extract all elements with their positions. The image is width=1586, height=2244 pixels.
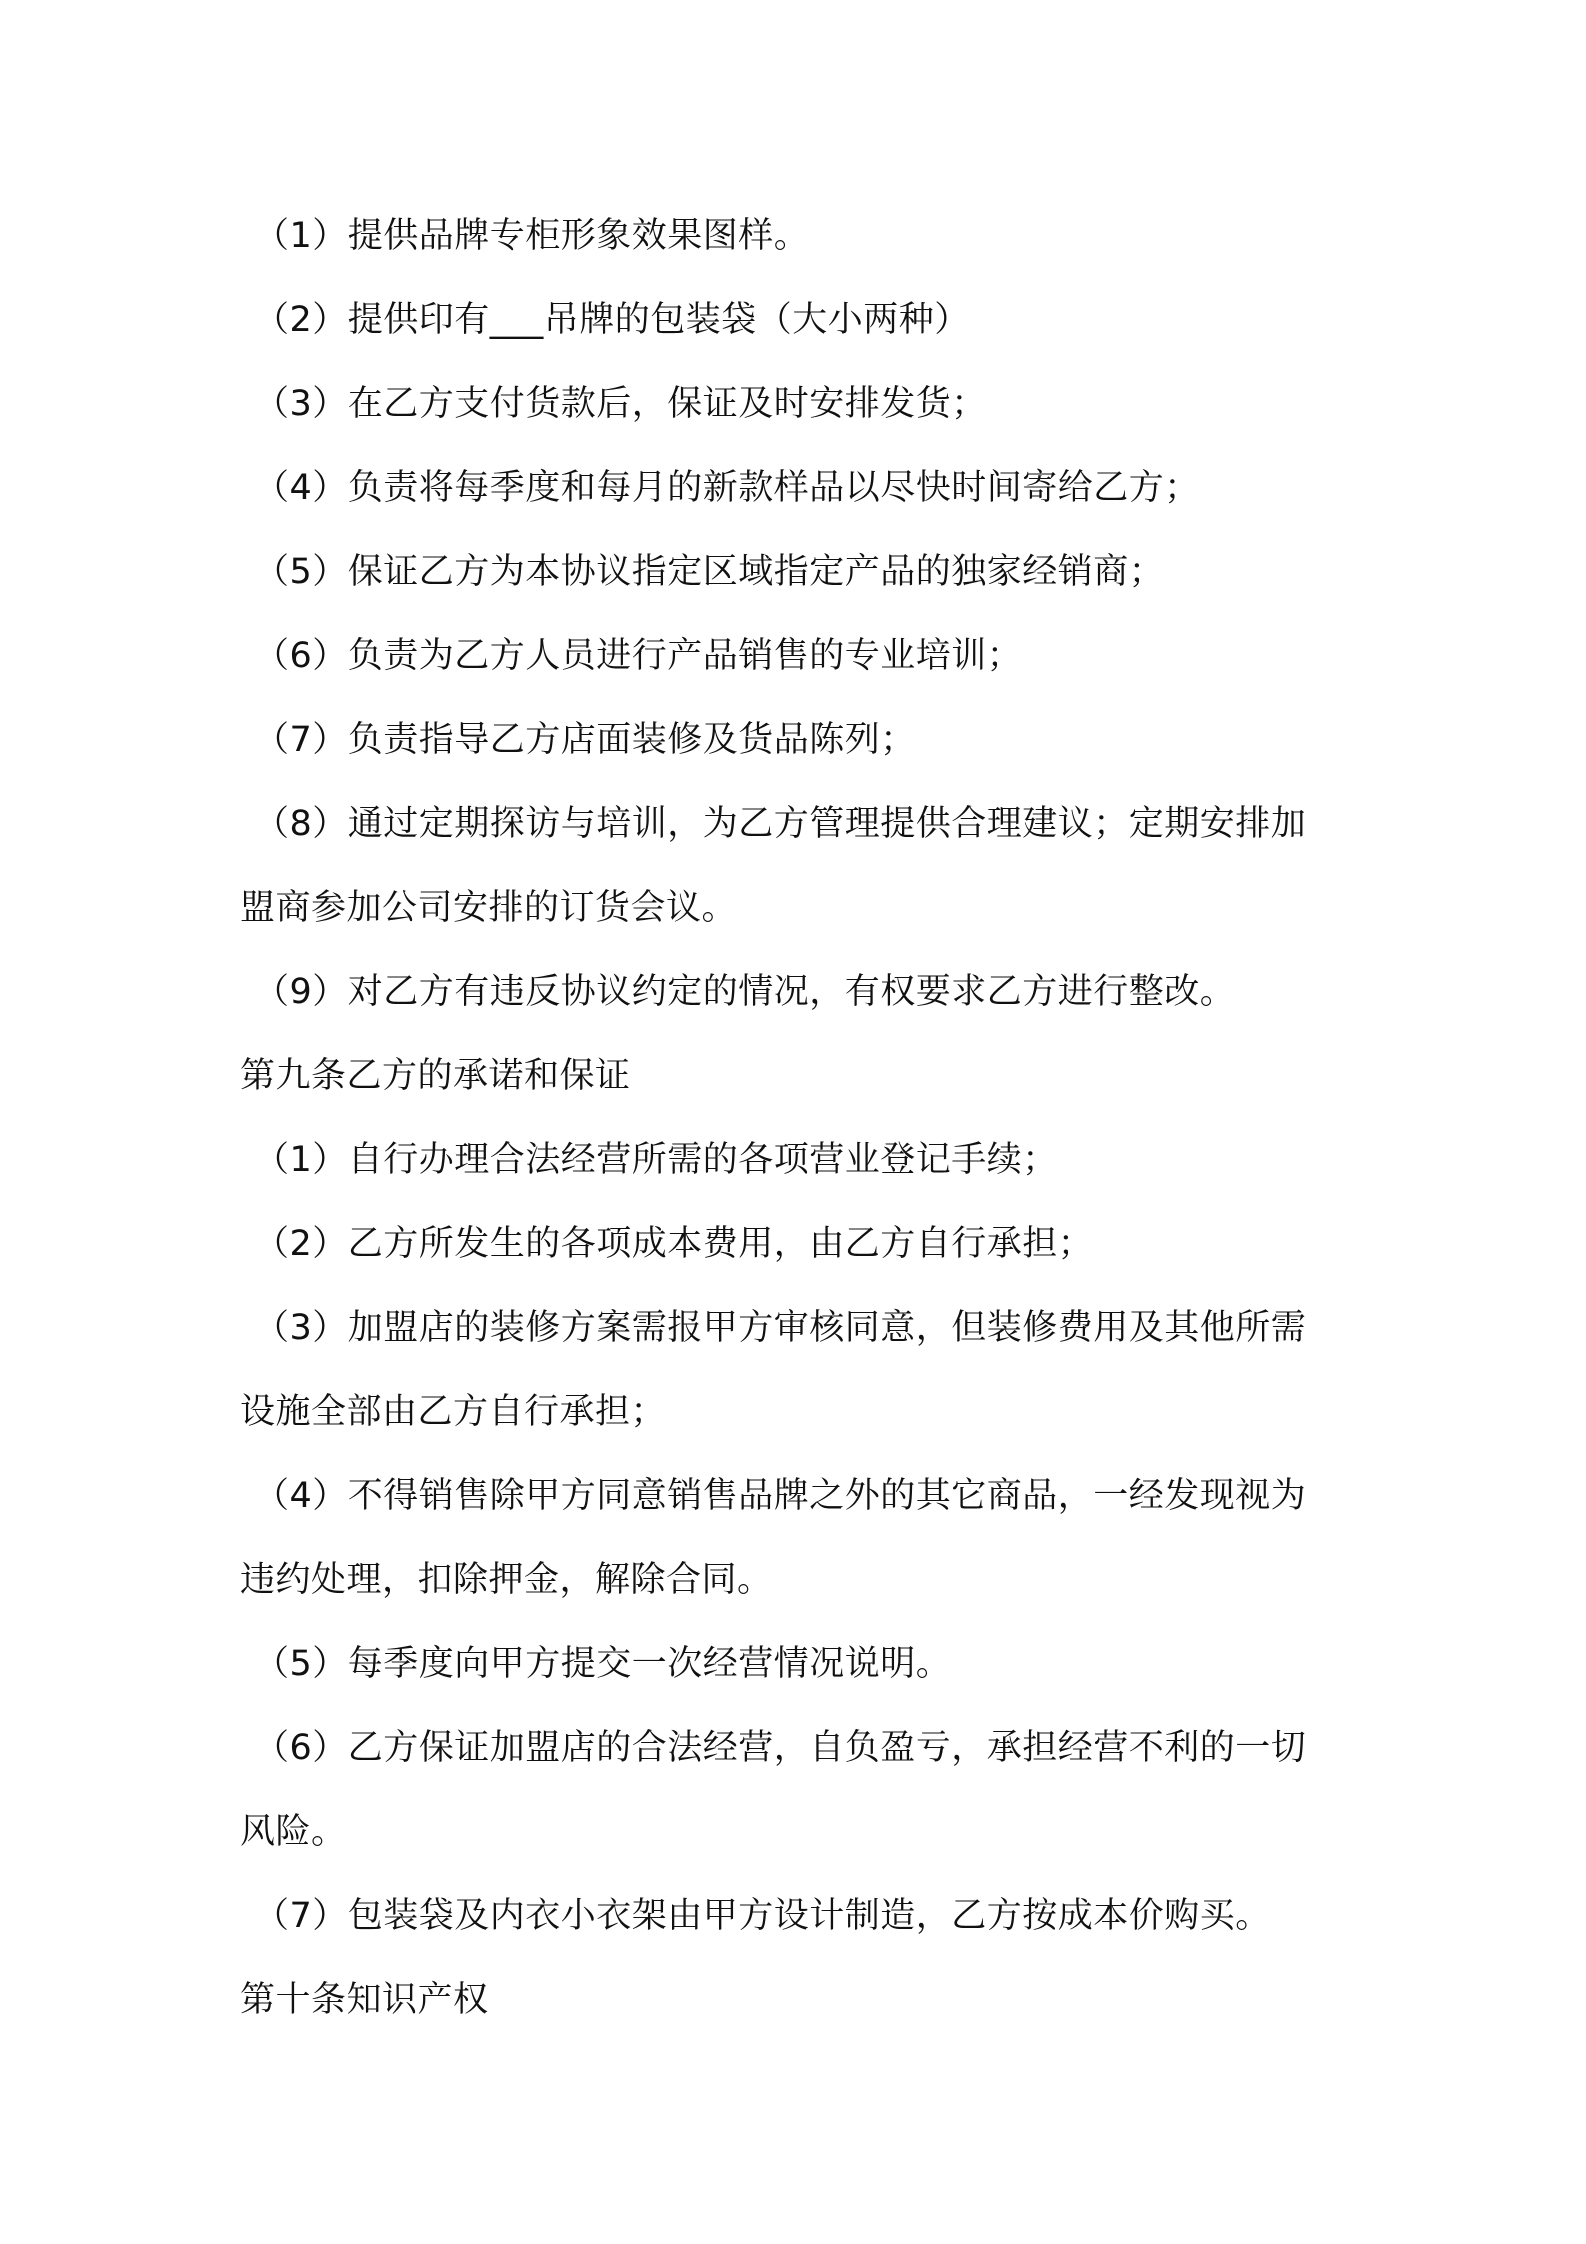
item-5	[240, 530, 1360, 614]
item-5-text: （5）保证乙方为本协议指定区域指定产品的独家经销商；	[254, 552, 1165, 592]
section-9-heading: 第九条乙方的承诺和保证	[240, 1056, 631, 1096]
item-6	[240, 614, 1360, 698]
item-2	[240, 278, 1360, 362]
item-3	[240, 362, 1360, 446]
s9-item-6-text: （6）乙方保证加盟店的合法经营，自负盈亏，承担经营不利的一切	[254, 1728, 1307, 1768]
item-9	[240, 950, 1360, 1034]
item-1	[240, 194, 1360, 278]
s9-item-5	[240, 1622, 1360, 1706]
document-body	[240, 194, 1360, 2042]
item-9-text: （9）对乙方有违反协议约定的情况，有权要求乙方进行整改。	[254, 972, 1236, 1012]
s9-item-2-text: （2）乙方所发生的各项成本费用，由乙方自行承担；	[254, 1224, 1094, 1264]
item-4	[240, 446, 1360, 530]
s9-item-7	[240, 1874, 1360, 1958]
item-6-text: （6）负责为乙方人员进行产品销售的专业培训；	[254, 636, 1023, 676]
s9-item-3-text-cont: 设施全部由乙方自行承担；	[240, 1392, 667, 1432]
item-7-text: （7）负责指导乙方店面装修及货品陈列；	[254, 720, 916, 760]
s9-item-4	[240, 1454, 1360, 1622]
item-8-text-cont: 盟商参加公司安排的订货会议。	[240, 888, 738, 928]
s9-item-6	[240, 1706, 1360, 1874]
s9-item-3	[240, 1286, 1360, 1454]
s9-item-4-text-cont: 违约处理，扣除押金，解除合同。	[240, 1560, 773, 1600]
s9-item-1	[240, 1118, 1360, 1202]
item-7	[240, 698, 1360, 782]
section-10-heading: 第十条知识产权	[240, 1980, 489, 2020]
s9-item-7-text: （7）包装袋及内衣小衣架由甲方设计制造，乙方按成本价购买。	[254, 1896, 1271, 1936]
s9-item-5-text: （5）每季度向甲方提交一次经营情况说明。	[254, 1644, 952, 1684]
s9-item-3-text: （3）加盟店的装修方案需报甲方审核同意，但装修费用及其他所需	[254, 1308, 1307, 1348]
item-8-text: （8）通过定期探访与培训，为乙方管理提供合理建议；定期安排加	[254, 804, 1307, 844]
item-8	[240, 782, 1360, 950]
item-2-text: （2）提供印有___吊牌的包装袋（大小两种）	[254, 300, 970, 340]
item-1-text: （1）提供品牌专柜形象效果图样。	[254, 216, 810, 256]
s9-item-6-text-cont: 风险。	[240, 1812, 347, 1852]
item-3-text: （3）在乙方支付货款后，保证及时安排发货；	[254, 384, 987, 424]
item-4-text: （4）负责将每季度和每月的新款样品以尽快时间寄给乙方；	[254, 468, 1200, 508]
s9-item-4-text: （4）不得销售除甲方同意销售品牌之外的其它商品，一经发现视为	[254, 1476, 1307, 1516]
s9-item-1-text: （1）自行办理合法经营所需的各项营业登记手续；	[254, 1140, 1058, 1180]
s9-item-2	[240, 1202, 1360, 1286]
